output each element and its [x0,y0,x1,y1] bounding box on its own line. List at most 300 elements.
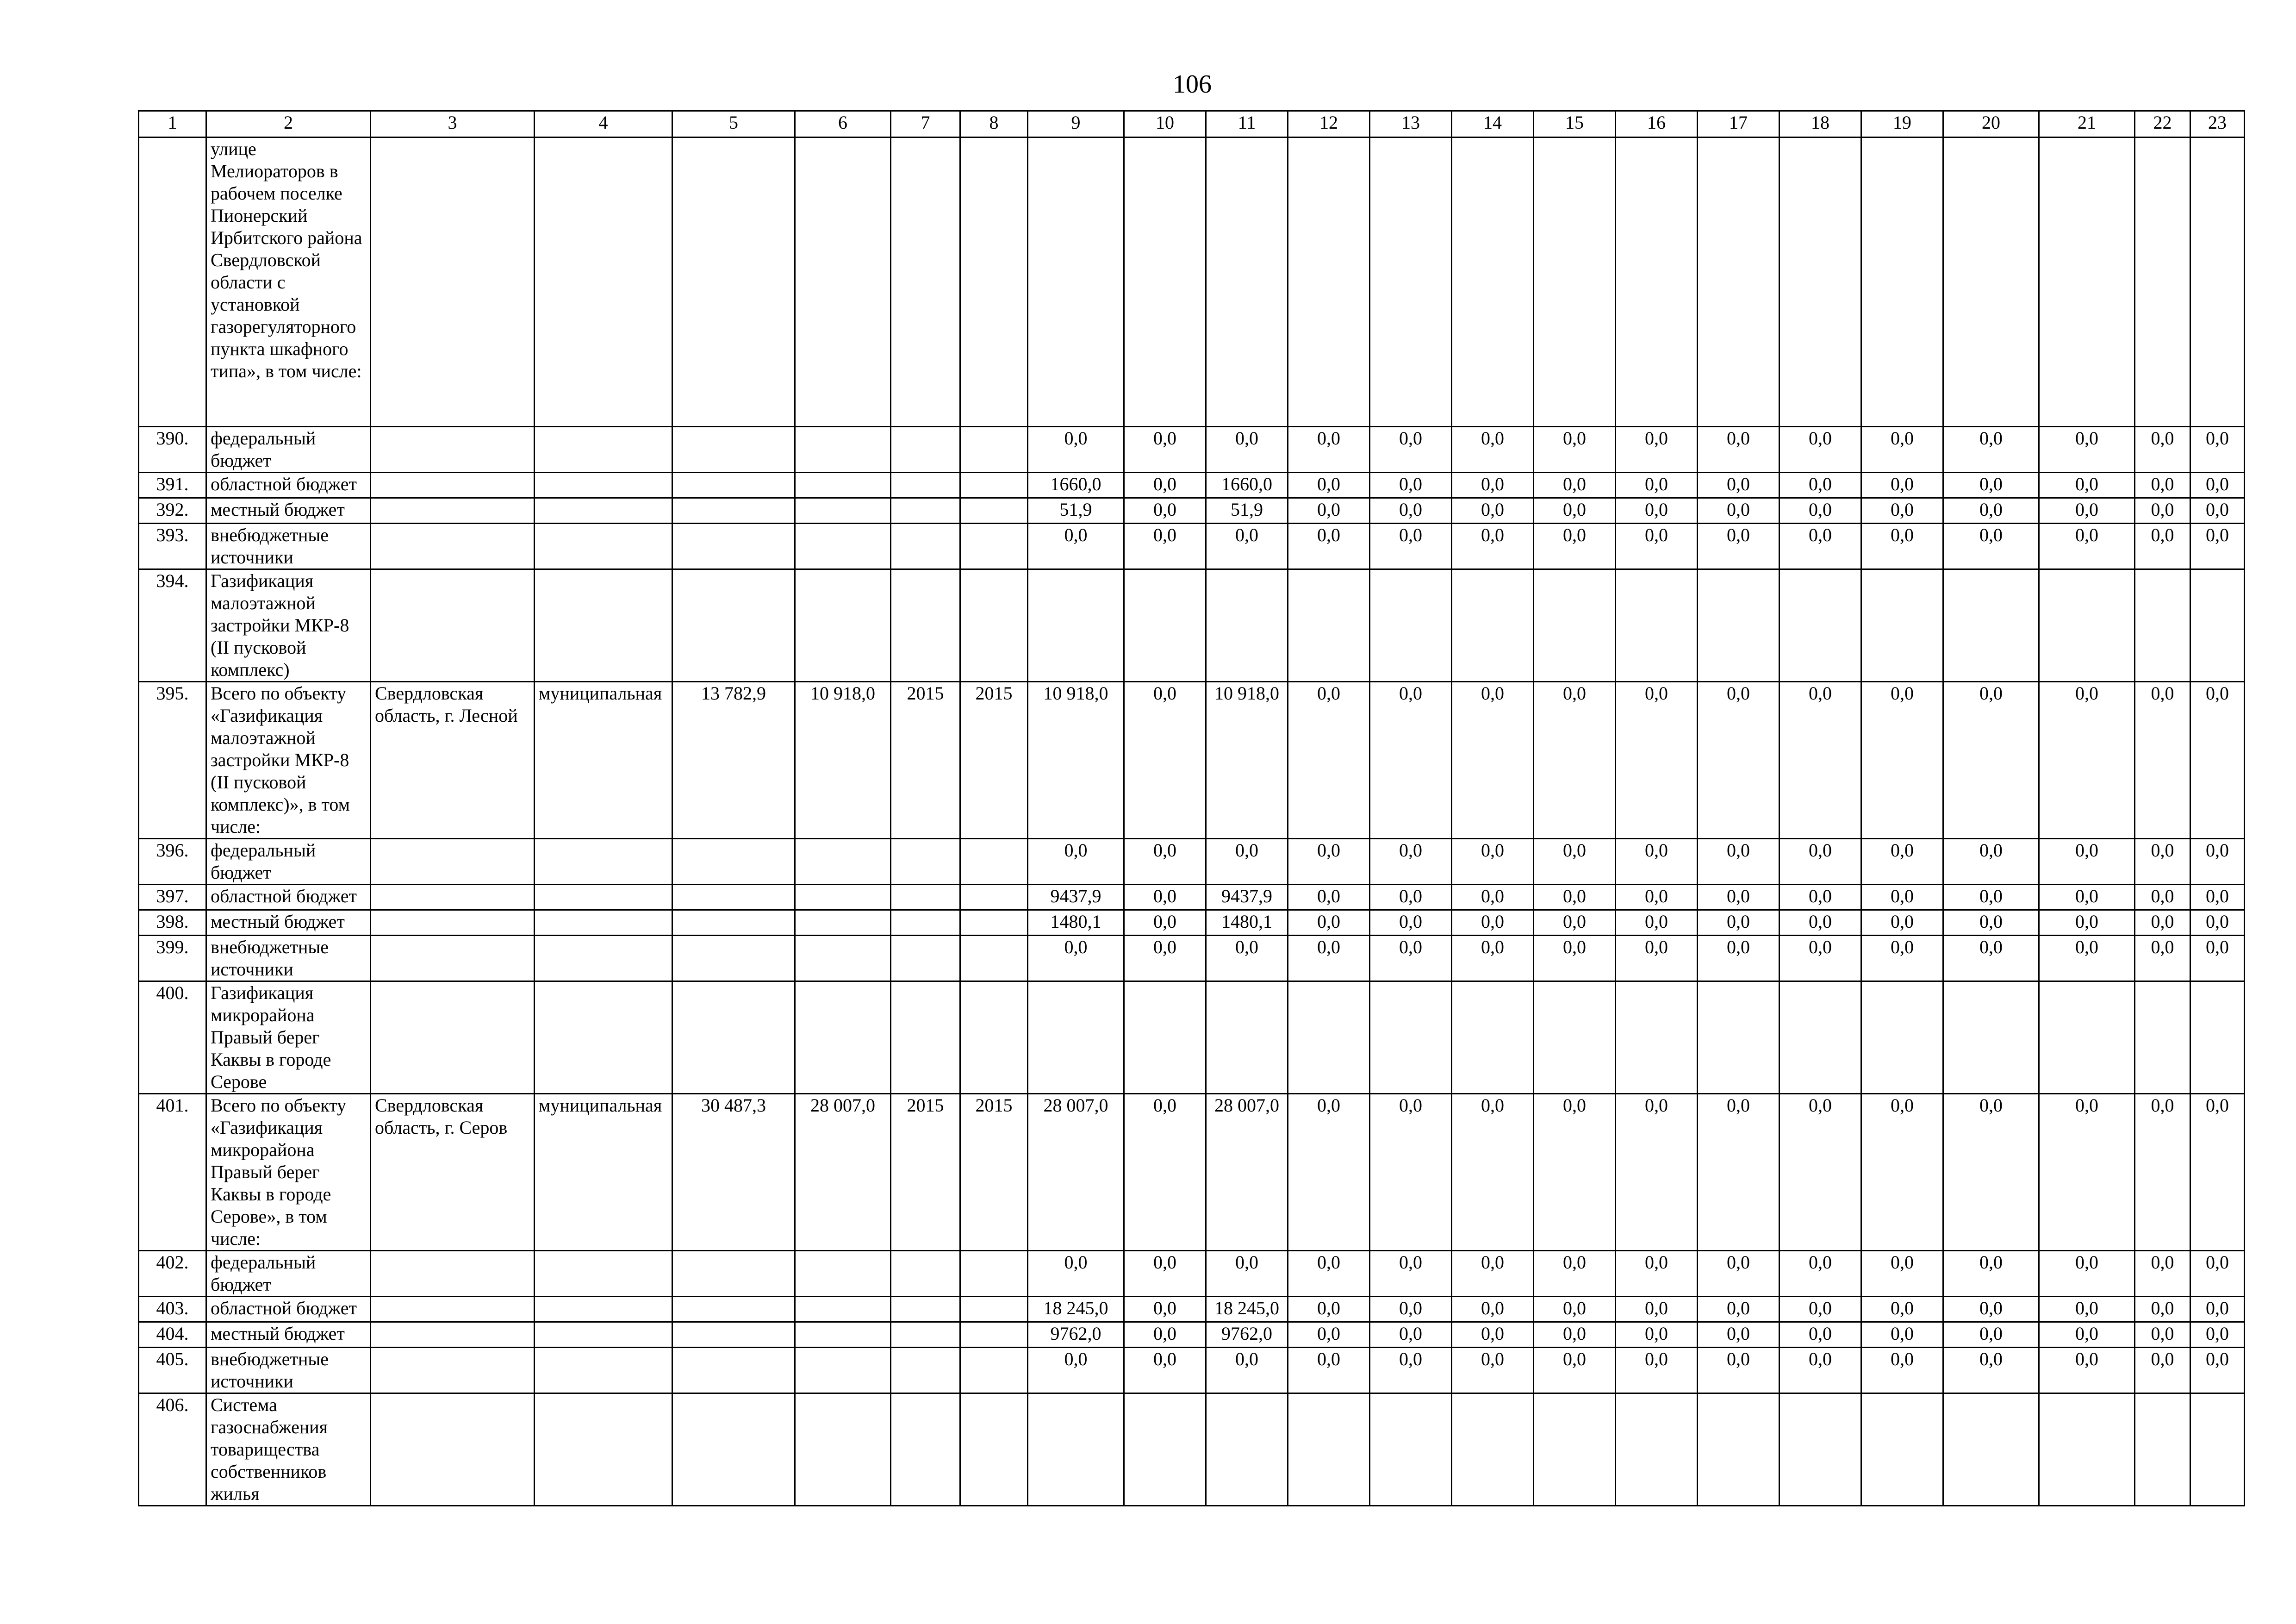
row-number-cell: 392. [139,498,206,524]
value-cell: 0,0 [1452,1348,1534,1393]
row-number-cell: 397. [139,885,206,910]
value-cell: 0,0 [1206,524,1288,569]
value-cell: 0,0 [1452,524,1534,569]
value-cell: 0,0 [1780,1251,1861,1297]
ownership-cell [535,1393,672,1506]
value-cell [1943,569,2039,682]
row-number-cell: 393. [139,524,206,569]
amount-cell [795,137,891,427]
value-cell: 0,0 [1370,885,1452,910]
value-cell: 0,0 [2039,1094,2135,1251]
value-cell: 9762,0 [1206,1322,1288,1348]
estimated-cost-cell [672,1297,795,1322]
row-number-cell: 400. [139,981,206,1094]
value-cell: 0,0 [2039,885,2135,910]
ownership-cell [535,1251,672,1297]
column-number-cell: 5 [672,111,795,137]
value-cell: 9437,9 [1206,885,1288,910]
value-cell: 0,0 [1943,1251,2039,1297]
value-cell [2190,981,2245,1094]
value-cell: 0,0 [1288,936,1370,981]
row-number-cell: 406. [139,1393,206,1506]
value-cell [1616,569,1698,682]
value-cell [1288,981,1370,1094]
row-name-cell: федеральный бюджет [206,427,371,473]
amount-cell [795,1297,891,1322]
value-cell [1028,1393,1124,1506]
estimated-cost-cell [672,839,795,885]
column-number-row [139,111,2245,137]
ownership-cell [535,936,672,981]
value-cell: 1660,0 [1028,473,1124,498]
table-row [139,885,2245,910]
value-cell: 0,0 [1616,1251,1698,1297]
amount-cell [795,498,891,524]
row-name-cell: Всего по объекту «Газификация малоэтажной застройки МКР-8 (II пусковой комплекс)», в том числе: [206,682,371,839]
table-row [139,682,2245,839]
row-number-cell: 398. [139,910,206,936]
value-cell: 0,0 [2190,1251,2245,1297]
amount-cell: 10 918,0 [795,682,891,839]
amount-cell [795,427,891,473]
end-year-cell [960,936,1028,981]
column-number-cell: 4 [535,111,672,137]
row-name-cell: внебюджетные источники [206,936,371,981]
row-name-cell: местный бюджет [206,910,371,936]
value-cell: 0,0 [1698,885,1780,910]
location-cell [371,885,535,910]
value-cell: 0,0 [1124,1297,1206,1322]
value-cell: 0,0 [1780,498,1861,524]
value-cell: 0,0 [2135,498,2190,524]
value-cell: 0,0 [1288,473,1370,498]
value-cell: 0,0 [1288,498,1370,524]
amount-cell [795,910,891,936]
column-number-cell: 16 [1616,111,1698,137]
value-cell: 0,0 [2039,936,2135,981]
location-cell [371,839,535,885]
value-cell: 0,0 [1780,1297,1861,1322]
row-name-cell: внебюджетные источники [206,1348,371,1393]
value-cell: 0,0 [1288,1297,1370,1322]
value-cell: 0,0 [1452,427,1534,473]
value-cell: 0,0 [1780,936,1861,981]
row-name-cell: Газификация микрорайона Правый берег Каквы в городе Серове [206,981,371,1094]
value-cell: 0,0 [1698,910,1780,936]
start-year-cell [891,910,960,936]
value-cell: 0,0 [1370,839,1452,885]
value-cell: 0,0 [1616,910,1698,936]
value-cell: 0,0 [1698,1297,1780,1322]
value-cell [2039,981,2135,1094]
amount-cell [795,981,891,1094]
value-cell: 0,0 [1943,936,2039,981]
amount-cell [795,473,891,498]
value-cell [1698,137,1780,427]
value-cell: 18 245,0 [1206,1297,1288,1322]
value-cell: 0,0 [2190,1348,2245,1393]
value-cell: 0,0 [1861,1322,1943,1348]
value-cell: 0,0 [1698,936,1780,981]
value-cell [1452,981,1534,1094]
value-cell: 0,0 [1124,1251,1206,1297]
start-year-cell [891,427,960,473]
value-cell [2190,569,2245,682]
value-cell [1206,1393,1288,1506]
value-cell: 0,0 [1780,524,1861,569]
value-cell: 0,0 [1452,936,1534,981]
start-year-cell [891,1322,960,1348]
estimated-cost-cell: 13 782,9 [672,682,795,839]
column-number-cell: 6 [795,111,891,137]
value-cell: 0,0 [1028,839,1124,885]
value-cell: 0,0 [1861,682,1943,839]
value-cell: 0,0 [1452,885,1534,910]
row-name-cell: Газификация малоэтажной застройки МКР-8 (II пусковой комплекс) [206,569,371,682]
value-cell: 0,0 [1861,910,1943,936]
value-cell: 0,0 [1780,427,1861,473]
value-cell [2135,137,2190,427]
value-cell: 0,0 [1370,936,1452,981]
row-name-cell: федеральный бюджет [206,839,371,885]
row-number-cell [139,137,206,427]
ownership-cell [535,885,672,910]
row-name-cell: федеральный бюджет [206,1251,371,1297]
amount-cell [795,885,891,910]
estimated-cost-cell [672,981,795,1094]
location-cell: Свердловская область, г. Серов [371,1094,535,1251]
table-row [139,839,2245,885]
value-cell: 0,0 [2039,1348,2135,1393]
amount-cell [795,839,891,885]
value-cell: 0,0 [1861,1094,1943,1251]
value-cell: 0,0 [1288,839,1370,885]
value-cell [2135,981,2190,1094]
end-year-cell [960,137,1028,427]
value-cell: 0,0 [2190,682,2245,839]
value-cell [1943,981,2039,1094]
ownership-cell [535,498,672,524]
value-cell: 0,0 [2135,1348,2190,1393]
value-cell: 0,0 [2135,936,2190,981]
value-cell [1616,137,1698,427]
value-cell: 0,0 [1943,1348,2039,1393]
value-cell: 0,0 [1206,1348,1288,1393]
table-row [139,137,2245,427]
value-cell: 0,0 [1534,427,1616,473]
value-cell: 0,0 [1534,1251,1616,1297]
value-cell: 0,0 [1616,498,1698,524]
amount-cell [795,1348,891,1393]
value-cell [1780,981,1861,1094]
value-cell: 0,0 [1534,910,1616,936]
value-cell: 0,0 [1534,839,1616,885]
value-cell: 51,9 [1028,498,1124,524]
value-cell: 0,0 [2190,473,2245,498]
value-cell: 1480,1 [1206,910,1288,936]
start-year-cell [891,981,960,1094]
column-number-cell: 15 [1534,111,1616,137]
value-cell: 0,0 [1452,473,1534,498]
location-cell [371,1393,535,1506]
value-cell: 0,0 [2190,498,2245,524]
value-cell [1028,137,1124,427]
table-row [139,1251,2245,1297]
value-cell [1861,137,1943,427]
value-cell: 9437,9 [1028,885,1124,910]
value-cell: 0,0 [1861,1348,1943,1393]
location-cell [371,981,535,1094]
estimated-cost-cell [672,1251,795,1297]
value-cell: 0,0 [1370,1251,1452,1297]
column-number-cell: 13 [1370,111,1452,137]
value-cell: 0,0 [1943,839,2039,885]
value-cell: 0,0 [2039,473,2135,498]
value-cell [1370,1393,1452,1506]
value-cell: 0,0 [1124,682,1206,839]
value-cell: 0,0 [1861,885,1943,910]
value-cell [1943,137,2039,427]
value-cell: 0,0 [1534,1348,1616,1393]
estimated-cost-cell [672,1322,795,1348]
value-cell: 1660,0 [1206,473,1288,498]
end-year-cell [960,1297,1028,1322]
column-number-cell: 11 [1206,111,1288,137]
estimated-cost-cell [672,569,795,682]
value-cell [1452,1393,1534,1506]
amount-cell [795,1322,891,1348]
value-cell: 0,0 [1124,1348,1206,1393]
row-name-cell: областной бюджет [206,473,371,498]
value-cell [1534,137,1616,427]
value-cell [1124,981,1206,1094]
value-cell: 0,0 [1943,910,2039,936]
value-cell: 0,0 [1534,1094,1616,1251]
location-cell [371,1322,535,1348]
table-row [139,1348,2245,1393]
value-cell: 0,0 [1534,1322,1616,1348]
end-year-cell [960,1251,1028,1297]
value-cell: 0,0 [1206,427,1288,473]
value-cell: 0,0 [1534,885,1616,910]
column-number-cell: 3 [371,111,535,137]
value-cell: 0,0 [1206,936,1288,981]
value-cell: 0,0 [1861,524,1943,569]
value-cell [1861,1393,1943,1506]
value-cell: 10 918,0 [1028,682,1124,839]
value-cell [1370,137,1452,427]
value-cell: 0,0 [1616,524,1698,569]
value-cell: 0,0 [1698,1322,1780,1348]
value-cell: 0,0 [1452,498,1534,524]
value-cell [2039,137,2135,427]
row-number-cell: 390. [139,427,206,473]
value-cell [1780,1393,1861,1506]
start-year-cell [891,137,960,427]
location-cell [371,524,535,569]
table-row [139,473,2245,498]
value-cell: 0,0 [1452,1094,1534,1251]
value-cell: 0,0 [1124,936,1206,981]
value-cell: 0,0 [1124,1094,1206,1251]
table-row [139,1094,2245,1251]
end-year-cell [960,981,1028,1094]
column-number-cell: 8 [960,111,1028,137]
value-cell [1288,137,1370,427]
value-cell: 0,0 [1861,1251,1943,1297]
value-cell: 0,0 [2135,1322,2190,1348]
value-cell: 0,0 [1028,1348,1124,1393]
table-row [139,1393,2245,1506]
end-year-cell [960,498,1028,524]
amount-cell [795,569,891,682]
value-cell: 0,0 [2135,524,2190,569]
location-cell [371,1297,535,1322]
value-cell: 0,0 [2135,682,2190,839]
value-cell: 0,0 [1370,1348,1452,1393]
end-year-cell [960,1348,1028,1393]
estimated-cost-cell [672,1393,795,1506]
value-cell [1698,981,1780,1094]
page-number: 106 [1173,70,1212,99]
end-year-cell [960,1393,1028,1506]
value-cell: 0,0 [1288,524,1370,569]
estimated-cost-cell [672,498,795,524]
value-cell: 0,0 [2135,427,2190,473]
row-number-cell: 402. [139,1251,206,1297]
value-cell: 0,0 [1861,473,1943,498]
value-cell: 0,0 [2039,524,2135,569]
start-year-cell [891,473,960,498]
value-cell: 28 007,0 [1206,1094,1288,1251]
estimated-cost-cell [672,427,795,473]
ownership-cell [535,524,672,569]
ownership-cell [535,1348,672,1393]
value-cell: 0,0 [1206,1251,1288,1297]
value-cell: 0,0 [2039,839,2135,885]
value-cell: 0,0 [1370,498,1452,524]
row-name-cell: внебюджетные источники [206,524,371,569]
value-cell: 0,0 [1698,682,1780,839]
value-cell: 0,0 [1943,524,2039,569]
value-cell: 0,0 [1943,1297,2039,1322]
value-cell: 0,0 [1028,427,1124,473]
row-number-cell: 399. [139,936,206,981]
column-number-cell: 17 [1698,111,1780,137]
ownership-cell [535,137,672,427]
row-number-cell: 391. [139,473,206,498]
value-cell [1452,569,1534,682]
value-cell: 0,0 [1452,910,1534,936]
row-name-cell: местный бюджет [206,498,371,524]
estimated-cost-cell [672,473,795,498]
value-cell: 0,0 [1616,885,1698,910]
value-cell: 0,0 [1124,427,1206,473]
ownership-cell [535,427,672,473]
ownership-cell: муниципальная [535,1094,672,1251]
value-cell: 0,0 [1452,1297,1534,1322]
amount-cell [795,936,891,981]
end-year-cell [960,524,1028,569]
estimated-cost-cell: 30 487,3 [672,1094,795,1251]
start-year-cell [891,839,960,885]
value-cell: 0,0 [1288,427,1370,473]
value-cell [1534,569,1616,682]
row-name-cell: местный бюджет [206,1322,371,1348]
value-cell: 0,0 [1452,682,1534,839]
value-cell: 0,0 [2039,1251,2135,1297]
value-cell: 0,0 [1370,910,1452,936]
ownership-cell [535,839,672,885]
value-cell: 0,0 [1534,524,1616,569]
value-cell: 0,0 [1780,682,1861,839]
value-cell: 0,0 [2135,473,2190,498]
value-cell: 0,0 [1780,473,1861,498]
location-cell [371,1251,535,1297]
value-cell [1288,1393,1370,1506]
value-cell: 0,0 [1288,1322,1370,1348]
row-number-cell: 395. [139,682,206,839]
value-cell: 0,0 [1124,473,1206,498]
value-cell: 10 918,0 [1206,682,1288,839]
start-year-cell [891,1348,960,1393]
row-name-cell: Всего по объекту «Газификация микрорайона Правый берег Каквы в городе Серове», в том числе: [206,1094,371,1251]
estimated-cost-cell [672,524,795,569]
value-cell: 0,0 [2135,885,2190,910]
value-cell: 0,0 [1370,1094,1452,1251]
value-cell [1534,1393,1616,1506]
end-year-cell [960,885,1028,910]
column-number-cell: 19 [1861,111,1943,137]
start-year-cell: 2015 [891,682,960,839]
value-cell: 0,0 [1534,473,1616,498]
budget-table [138,110,2245,1506]
value-cell [1206,569,1288,682]
value-cell: 0,0 [1780,1094,1861,1251]
value-cell: 0,0 [1534,682,1616,839]
value-cell [1780,569,1861,682]
ownership-cell [535,473,672,498]
value-cell [1452,137,1534,427]
value-cell: 0,0 [1861,498,1943,524]
value-cell: 0,0 [1698,427,1780,473]
value-cell [1124,569,1206,682]
column-number-cell: 23 [2190,111,2245,137]
amount-cell [795,1251,891,1297]
location-cell [371,910,535,936]
value-cell: 0,0 [1534,1297,1616,1322]
value-cell: 0,0 [1780,839,1861,885]
value-cell: 0,0 [2039,498,2135,524]
value-cell: 0,0 [1616,1322,1698,1348]
row-name-cell: улице Мелиораторов в рабочем поселке Пионерский Ирбитского района Свердловской области с установкой газорегуляторного пункта шкафного типа», в том числе: [206,137,371,427]
value-cell: 9762,0 [1028,1322,1124,1348]
value-cell: 0,0 [1616,1348,1698,1393]
value-cell: 0,0 [2190,427,2245,473]
location-cell: Свердловская область, г. Лесной [371,682,535,839]
row-name-cell: областной бюджет [206,885,371,910]
value-cell: 0,0 [1943,498,2039,524]
location-cell [371,427,535,473]
value-cell: 0,0 [2039,910,2135,936]
location-cell [371,569,535,682]
value-cell: 0,0 [1452,1322,1534,1348]
table-row [139,981,2245,1094]
table-row [139,427,2245,473]
start-year-cell [891,936,960,981]
value-cell: 0,0 [1288,1094,1370,1251]
value-cell: 0,0 [1028,1251,1124,1297]
